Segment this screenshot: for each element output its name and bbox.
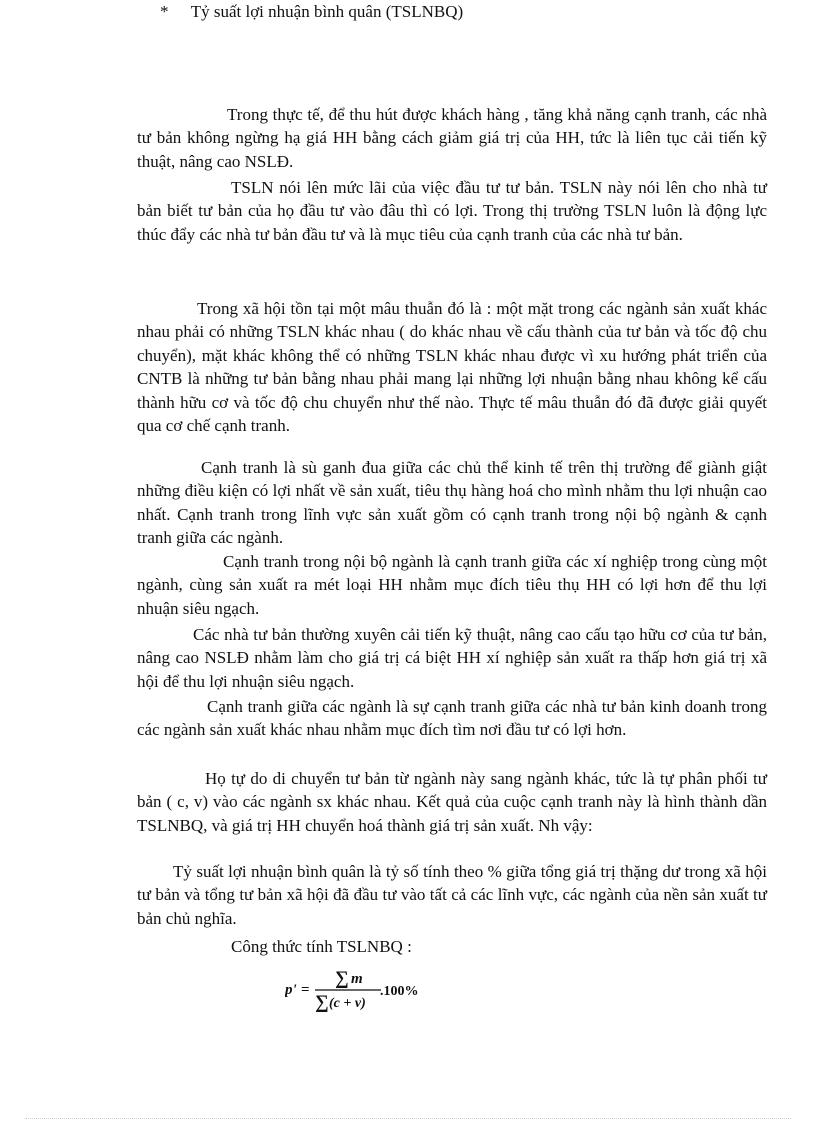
formula-equals: = bbox=[301, 982, 310, 998]
paragraph-6: Các nhà tư bản thường xuyên cải tiến kỹ thuật, nâng cao cấu tạo hữu cơ của tư bản, nâng cao NSLĐ nhằm làm cho giá trị cá biệt HH xí nghiệp sản xuất ra thấp hơn giá trị xã hội để thu lợi nhuận siêu ngạch. bbox=[137, 625, 767, 691]
formula-label: Công thức tính TSLNBQ : bbox=[231, 937, 412, 956]
paragraph-8: Họ tự do di chuyển tư bản từ ngành này sang ngành khác, tức là tự phân phối tư bản ( c, v) vào các ngành sx khác nhau. Kết quả của cuộc cạnh tranh này là hình thành dần TSLNBQ, và giá trị HH chuyển hoá thành giá trị sản xuất. Nh vậy: bbox=[137, 769, 767, 835]
tslnbq-formula bbox=[285, 964, 435, 1014]
denominator-expression: (c + v) bbox=[329, 996, 366, 1011]
paragraph-7: Cạnh tranh giữa các ngành là sự cạnh tranh giữa các nhà tư bản kinh doanh trong các ngành sản xuất khác nhau nhằm mục đích tìm nơi đầu tư có lợi hơn. bbox=[137, 697, 767, 740]
paragraph-5: Cạnh tranh trong nội bộ ngành là cạnh tranh giữa các xí nghiệp trong cùng một ngành, cùng sản xuất ra mét loại HH nhằm mục đích tiêu thụ HH có lợi hơn để thu lợi nhuận siêu ngạch. bbox=[137, 552, 767, 618]
bullet-text: Tỷ suất lợi nhuận bình quân (TSLNBQ) bbox=[190, 2, 464, 21]
paragraph-9: Tỷ suất lợi nhuận bình quân là tỷ số tính theo % giữa tổng giá trị thặng dư trong xã hội tư bản và tổng tư bản xã hội đã đầu tư vào tất cả các lĩnh vực, các ngành của nền sản xuất tư bản chủ nghĩa. bbox=[137, 862, 767, 928]
bullet-marker: * bbox=[160, 2, 169, 21]
paragraph-1: Trong thực tế, để thu hút được khách hàng , tăng khả năng cạnh tranh, các nhà tư bản không ngừng hạ giá HH bằng cách giảm giá trị của HH, tức là liên tục cải tiến kỹ thuật, nâng cao NSLĐ. bbox=[137, 105, 767, 171]
bullet-heading bbox=[160, 0, 463, 23]
formula-multiplier: .100% bbox=[380, 984, 419, 999]
numerator-variable: m bbox=[351, 971, 363, 987]
denominator-sum-symbol: ∑ bbox=[315, 992, 329, 1013]
page-bottom-divider bbox=[25, 1118, 791, 1119]
paragraph-4: Cạnh tranh là sù ganh đua giữa các chủ thể kinh tế trên thị trường để giành giật những điều kiện có lợi nhất về sản xuất, tiêu thụ hàng hoá cho mình nhằm thu lợi nhuận cao nhất. Cạnh tranh trong lĩnh vực sản xuất gồm có cạnh tranh trong nội bộ ngành & cạnh tranh giữa các ngành. bbox=[137, 458, 767, 548]
paragraph-2: TSLN nói lên mức lãi của việc đầu tư tư bản. TSLN này nói lên cho nhà tư bản biết tư bản của họ đầu tư vào đâu thì có lợi. Trong thị trường TSLN luôn là động lực thúc đẩy các nhà tư bản đầu tư và là mục tiêu của cạnh tranh của các nhà tư bản. bbox=[137, 178, 767, 244]
numerator-sum-symbol: ∑ bbox=[335, 968, 349, 989]
paragraph-3: Trong xã hội tồn tại một mâu thuẫn đó là : một mặt trong các ngành sản xuất khác nhau phải có những TSLN khác nhau ( do khác nhau về cấu thành của tư bản và tốc độ chu chuyển), mặt khác không thể có những TSLN khác nhau được vì xu hướng phát triển của CNTB là những tư bản bằng nhau phải mang lại những lợi nhuận bằng nhau không kể cấu thành hữu cơ và tốc độ chu chuyển như thế nào. Thực tế mâu thuẫn đó đã được giải quyết qua cơ chế cạnh tranh. bbox=[137, 299, 767, 436]
formula-lhs: p' bbox=[285, 982, 297, 998]
